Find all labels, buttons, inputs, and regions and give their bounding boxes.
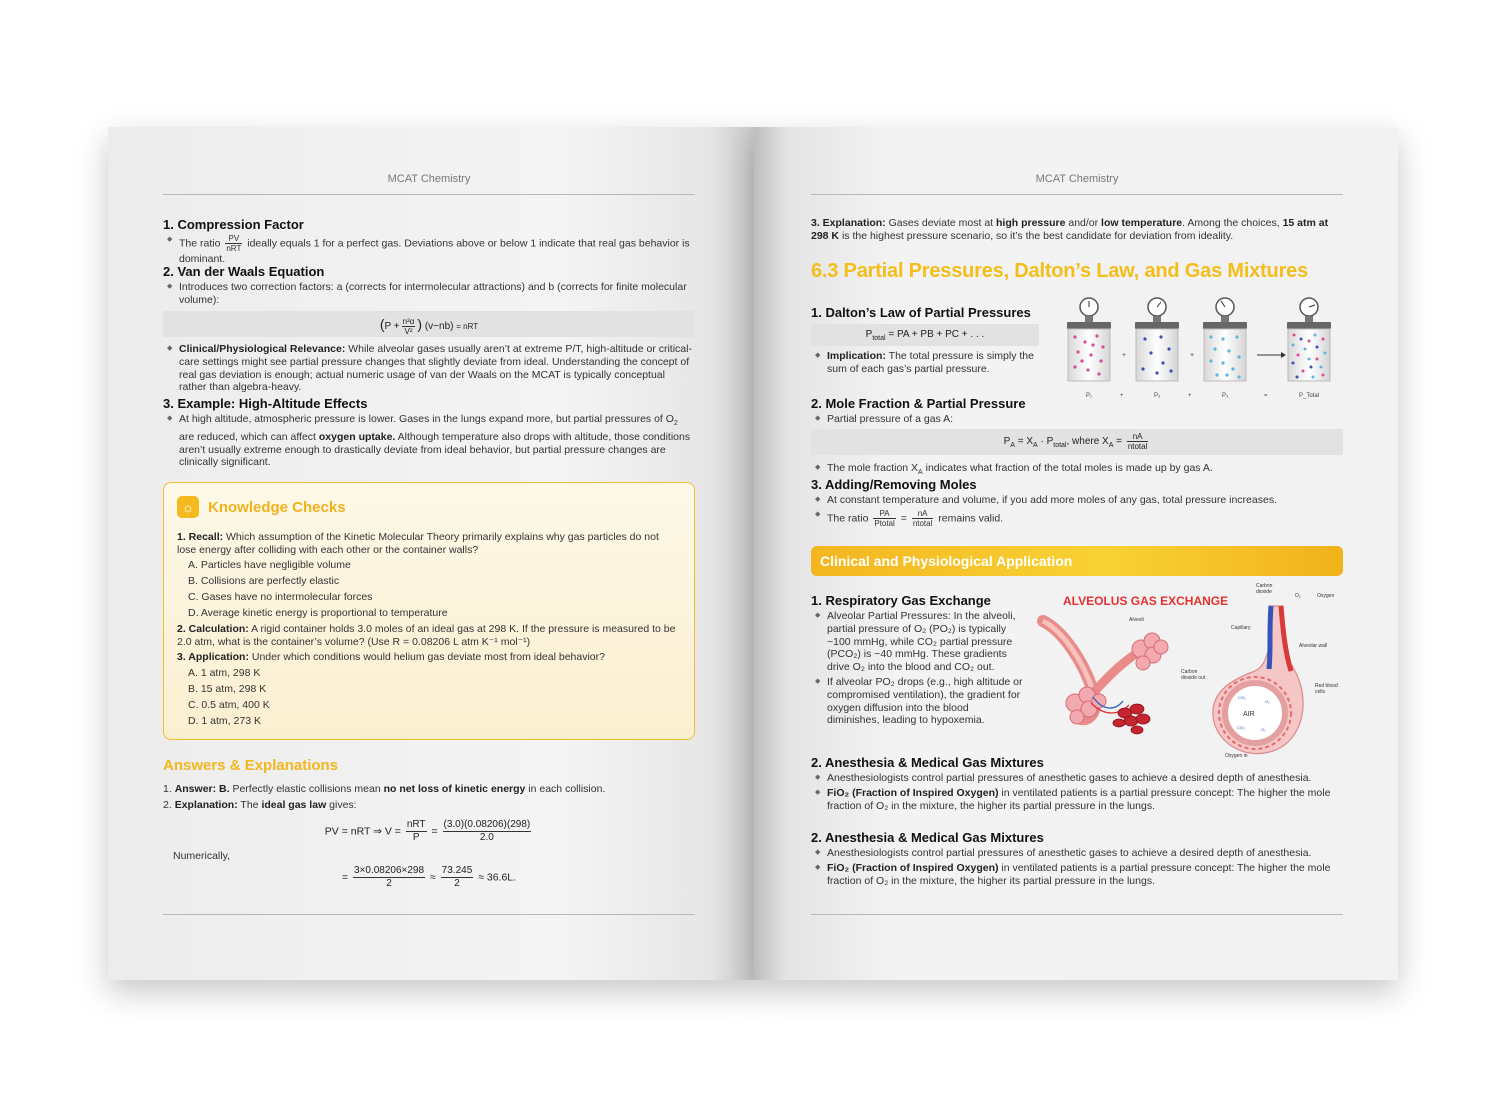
bullet: ◆ Anesthesiologists control partial pressures of anesthetic gases to achieve a desired depth of anesthesia. xyxy=(811,847,1343,860)
pv-nrt-fraction: $\frac{PV}{\text{nRT}}$ xyxy=(226,234,242,253)
equals-operator: = xyxy=(1264,393,1268,399)
bullet: ◆ At constant temperature and volume, if you add more moles of any gas, total pressure increases. xyxy=(811,494,1343,507)
label-o2: O₂ xyxy=(1295,593,1301,599)
svg-text:CO₂: CO₂ xyxy=(1237,725,1245,730)
option: C. Gases have no intermolecular forces xyxy=(188,591,373,603)
bullet: ◆ Alveolar Partial Pressures: In the alveoli, partial pressure of O₂ (PO₂) is typically ~100 mmHg, while CO₂ partial pressure (PCO₂) is ~40 mmHg. These gradients drive O₂ into the blood and CO₂ out. xyxy=(811,610,1023,674)
bullet: ◆ Anesthesiologists control partial pressures of anesthetic gases to achieve a desired depth of anesthesia. xyxy=(811,772,1343,785)
bullet: ◆ The mole fraction $X_A$ indicates what fraction of the total moles is made up by gas A. xyxy=(811,462,1343,480)
section-heading: 1. Compression Factor xyxy=(163,217,304,232)
option: B. 15 atm, 298 K xyxy=(188,683,267,695)
answer-1: 1. Answer: B. Perfectly elastic collisions mean no net loss of kinetic energy in each collision. xyxy=(163,783,606,795)
dalton-section xyxy=(811,305,1039,378)
label-carbon-dioxide: Carbon dioxide xyxy=(1256,583,1273,595)
label-capillary: Capillary xyxy=(1231,625,1251,631)
running-head: MCAT Chemistry xyxy=(1035,173,1119,185)
numeric-equation: = $\frac{3\times 0.08206\times 298}{2}$ ≈ $\frac{73.245}{2}$ ≈ 36.6L. xyxy=(341,865,517,889)
bullet: ◆ The ratio $\frac{PV}{\text{nRT}}$ ideally equals 1 for a perfect gas. Deviations above or below 1 indicate that real gas behavior is dominant. xyxy=(163,234,695,266)
clinical-banner: Clinical and Physiological Application xyxy=(811,546,1343,576)
option: C. 0.5 atm, 400 K xyxy=(188,699,270,711)
option: A. 1 atm, 298 K xyxy=(188,667,261,679)
plus-operator: + xyxy=(1190,352,1195,359)
svg-text:O₂: O₂ xyxy=(1265,699,1270,704)
plus-operator: + xyxy=(1188,393,1192,399)
mole-fraction-section xyxy=(811,396,1343,428)
header-rule xyxy=(163,194,695,195)
mole-fraction-formula: $P_A = X_A \cdot P_{total}$, where $X_A$ = $\frac{nA}{\text{ntotal}}$ xyxy=(811,429,1343,455)
question-1: 1. Recall: Which assumption of the Kinetic Molecular Theory primarily explains why gas particles do not lose energy after colliding with each other or the container walls? xyxy=(177,531,659,556)
right-page xyxy=(754,127,1398,980)
section-heading: 1. Dalton’s Law of Partial Pressures xyxy=(811,305,1031,320)
numerically-label: Numerically, xyxy=(173,850,230,862)
alveolus-title: ALVEOLUS GAS EXCHANGE xyxy=(1063,594,1229,608)
bullet: ◆ Clinical/Physiological Relevance: While alveolar gases usually aren’t at extreme P/T, high-altitude or critical-care settings might see partial pressure changes that slightly deviate from ideal. Understanding the concept of real gas deviation is enough; actual numeric usage of van der Waals on the MCAT is typically conceptual rather than algebra-heavy. xyxy=(163,343,695,394)
van-der-waals-section xyxy=(163,264,695,309)
clinical-relevance xyxy=(163,341,695,396)
dalton-formula: $P_{total}$ = PA + PB + PC + . . . xyxy=(811,324,1039,346)
label-oxygen: Oxygen xyxy=(1317,593,1335,599)
option: D. 1 atm, 273 K xyxy=(188,715,261,727)
footer-rule xyxy=(163,914,695,915)
container-2 xyxy=(1135,298,1179,381)
knowledge-checks-title: Knowledge Checks xyxy=(208,499,346,516)
bullet: ◆ FiO₂ (Fraction of Inspired Oxygen) in ventilated patients is a partial pressure concept: The higher the mole fraction of O₂ in the mixture, the higher its partial pressure in the lungs. xyxy=(811,862,1343,888)
compression-factor-section xyxy=(163,217,695,268)
bullet: ◆ Partial pressure of a gas A: xyxy=(811,413,1343,426)
label-ptotal: P_Total xyxy=(1299,393,1320,399)
option: D. Average kinetic energy is proportional to temperature xyxy=(188,607,448,619)
explanation-3: 3. Explanation: Gases deviate most at high pressure and/or low temperature. Among the choices, 15 atm at 298 K is the highest pressure scenario, so it’s the best candidate for deviation from ideality. xyxy=(811,217,1329,242)
option: B. Collisions are perfectly elastic xyxy=(188,575,340,587)
label-p3: P₃ xyxy=(1222,393,1229,399)
gas-containers-diagram xyxy=(1061,297,1343,403)
section-heading: 3. Example: High-Altitude Effects xyxy=(163,396,368,411)
section-heading: 3. Adding/Removing Moles xyxy=(811,477,977,492)
label-alveolar-wall: Alveolar wall xyxy=(1299,643,1328,649)
section-heading: 2. Mole Fraction & Partial Pressure xyxy=(811,396,1026,411)
section-title: 6.3 Partial Pressures, Dalton’s Law, and Gas Mixtures xyxy=(811,260,1309,282)
bullet: ◆ The ratio $\frac{PA}{\text{Ptotal}}$ = $\frac{nA}{\text{ntotal}}$ remains valid. xyxy=(811,509,1343,528)
arrow-head-icon xyxy=(1281,352,1286,358)
bullet: ◆ Implication: The total pressure is simply the sum of each gas’s partial pressure. xyxy=(811,350,1039,376)
plus-operator: + xyxy=(1122,352,1127,359)
label-oxygen-in: Oxygen in xyxy=(1225,753,1248,759)
bullet: ◆ If alveolar PO₂ drops (e.g., high altitude or compromised ventilation), the gradient for oxygen diffusion into the blood diminishes, leading to hypoxemia. xyxy=(811,676,1023,727)
left-page xyxy=(108,127,754,980)
anesthesia-section xyxy=(811,830,1343,889)
footer-rule xyxy=(811,914,1343,915)
label-red-blood-cells: Red blood cells xyxy=(1315,683,1338,695)
container-total xyxy=(1287,298,1331,381)
header-rule xyxy=(811,194,1343,195)
label-p2: P₂ xyxy=(1154,393,1161,399)
container-3 xyxy=(1203,298,1247,381)
bullet: ◆ Introduces two correction factors: a (corrects for intermolecular attractions) and b (corrects for finite molecular volume): xyxy=(163,281,695,307)
lightbulb-icon: ☼ xyxy=(177,496,199,518)
respiratory-section xyxy=(811,593,1023,729)
svg-text:CO₂: CO₂ xyxy=(1238,695,1246,700)
high-altitude-section xyxy=(163,396,695,471)
anesthesia-section xyxy=(811,755,1343,814)
plus-operator: + xyxy=(1120,393,1124,399)
question-3: 3. Application: Under which conditions would helium gas deviate most from ideal behavior? xyxy=(177,651,605,663)
option: A. Particles have negligible volume xyxy=(188,559,351,571)
answer-2: 2. Explanation: The ideal gas law gives: xyxy=(163,799,357,811)
ideal-gas-equation: PV = nRT ⇒ V = $\frac{\text{nRT}}{P}$ = $\frac{(3.0)(0.08206)(298)}{2.0}$ xyxy=(324,819,531,843)
van-der-waals-formula: (P + $\frac{\text{n²α}}{\text{V²}}$ ) (v−nb) = nRT xyxy=(163,311,695,337)
alveolus-diagram xyxy=(1033,583,1343,761)
running-head: MCAT Chemistry xyxy=(387,173,471,185)
section-heading: 1. Respiratory Gas Exchange xyxy=(811,593,991,608)
label-alveoli: Alveoli xyxy=(1129,617,1144,623)
bullet: ◆ At high altitude, atmospheric pressure is lower. Gases in the lungs expand more, but partial pressures of $O_2$ are reduced, which can affect oxygen uptake. Although temperature also drops with altitude, those conditions aren’t usually extreme enough to drastically deviate from ideal behavior, but partial pressure changes are clinically significant. xyxy=(163,413,695,469)
label-carbon-dioxide-out: Carbon dioxide out xyxy=(1181,669,1206,681)
bullet: ◆ FiO₂ (Fraction of Inspired Oxygen) in ventilated patients is a partial pressure concept: The higher the mole fraction of O₂ in the mixture, the higher its partial pressure in the lungs. xyxy=(811,787,1343,813)
adding-moles-section xyxy=(811,477,1343,530)
knowledge-checks-box xyxy=(163,482,695,740)
label-p1: P₁ xyxy=(1086,393,1093,399)
svg-text:O₂: O₂ xyxy=(1261,727,1266,732)
question-2: 2. Calculation: A rigid container holds 3.0 moles of an ideal gas at 298 K. If the pressure is measured to be 2.0 atm, what is the container’s volume? (Use R = 0.08206 L atm K⁻¹ mol⁻¹) xyxy=(177,623,676,648)
container-1 xyxy=(1067,298,1111,381)
section-heading: 2. Anesthesia & Medical Gas Mixtures xyxy=(811,755,1044,770)
section-heading: 2. Anesthesia & Medical Gas Mixtures xyxy=(811,830,1044,845)
label-air: AIR xyxy=(1243,711,1255,718)
section-heading: 2. Van der Waals Equation xyxy=(163,264,325,279)
answers-title: Answers & Explanations xyxy=(163,757,339,774)
